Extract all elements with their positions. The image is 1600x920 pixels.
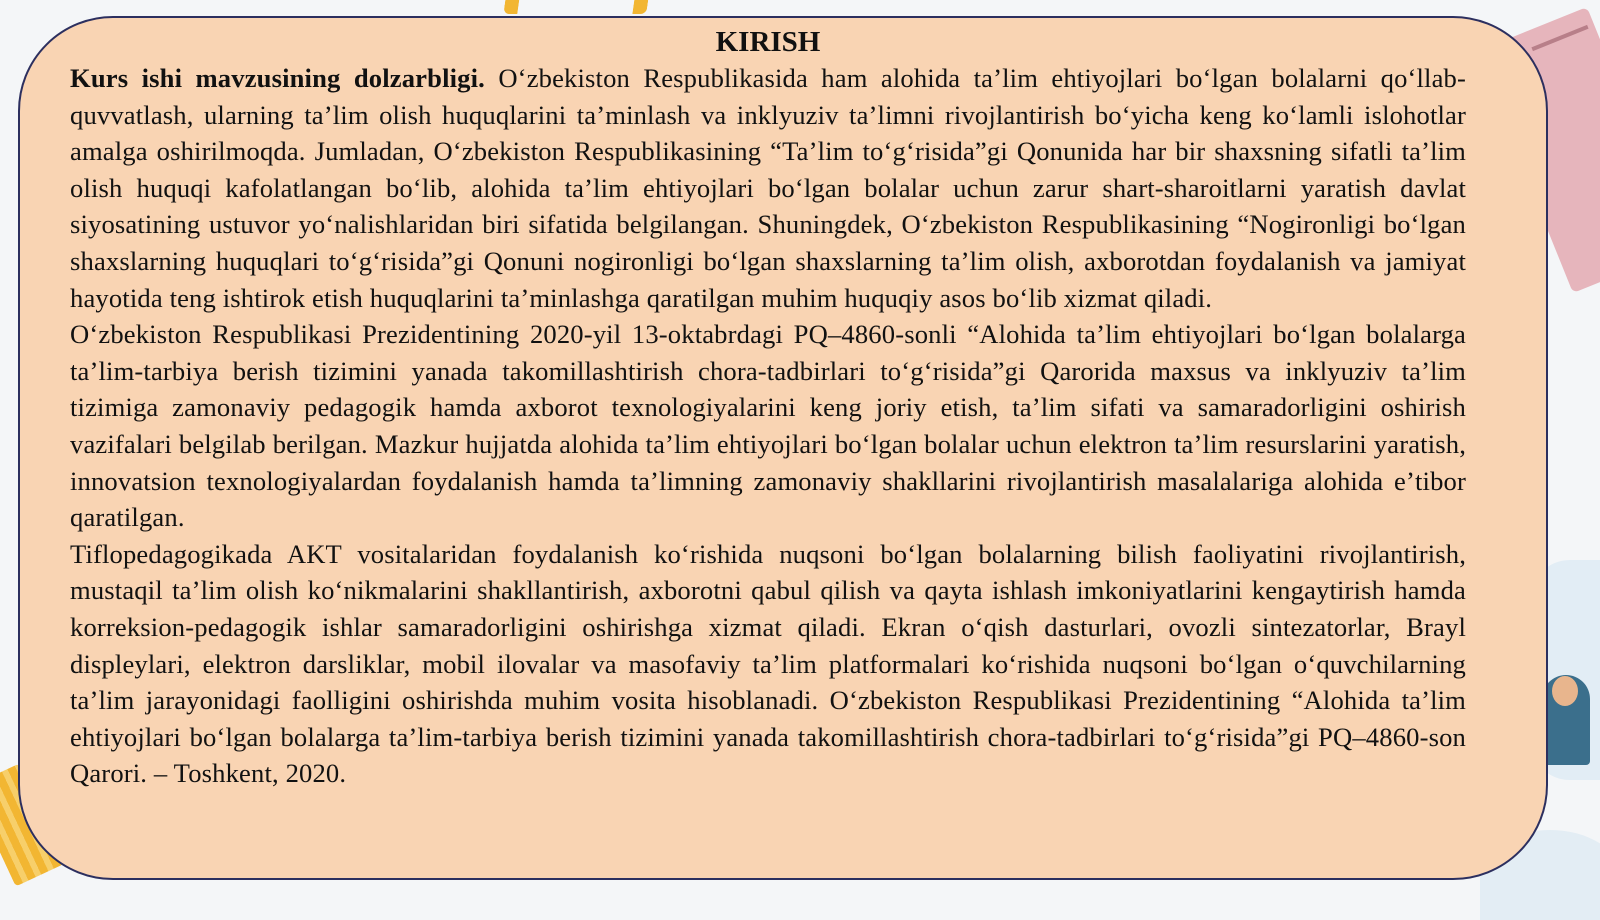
- text-card: [18, 16, 1548, 880]
- paragraph-1-text: Oʻzbekiston Respublikasida ham alohida taʼlim ehtiyojlari boʻlgan bolalarni qoʻllab-quvvatlash, ularning taʼlim olish huquqlarini taʼminlash va inklyuziv taʼlimni rivojlantirish boʻyicha keng koʻlamli islohotlar amalga oshirilmoqda. Jumladan, Oʻzbekiston Respublikasining “Taʼlim toʻgʻrisida”gi Qonunida har bir shaxsning sifatli taʼlim olish huquqi kafolatlangan boʻlib, alohida taʼlim ehtiyojlari boʻlgan bolalar uchun zarur shart-sharoitlarni yaratish davlat siyosatining ustuvor yoʻnalishlaridan biri sifatida belgilangan. Shuningdek, Oʻzbekiston Respublikasining “Nogironligi boʻlgan shaxslarning huquqlari toʻgʻrisida”gi Qonuni nogironligi boʻlgan shaxslarning taʼlim olish, axborotdan foydalanish va jamiyat hayotida teng ishtirok etish huquqlarini taʼminlashga qaratilgan muhim huquqiy asos boʻlib xizmat qiladi.: [70, 63, 1467, 313]
- paragraph-2: Oʻzbekiston Respublikasi Prezidentining 2020-yil 13-oktabrdagi PQ–4860-sonli “Alohida taʼlim ehtiyojlari boʻlgan bolalarga taʼlim-tarbiya berish tizimini yanada takomillashtirish chora-tadbirlari toʻgʻrisida”gi Qarorida maxsus va inklyuziv taʼlim tizimiga zamonaviy pedagogik hamda axborot texnologiyalarini keng joriy etish, taʼlim sifati va samaradorligini oshirish vazifalari belgilab berilgan. Mazkur hujjatda alohida taʼlim ehtiyojlari boʻlgan bolalar uchun elektron taʼlim resurslarini yaratish, innovatsion texnologiyalardan foydalanish hamda taʼlimning zamonaviy shakllarini rivojlantirish masalalariga alohida eʼtibor qaratilgan.: [70, 319, 1466, 533]
- paragraph-3: Tiflopedagogikada AKT vositalaridan foydalanish koʻrishida nuqsoni boʻlgan bolalarning bilish faoliyatini rivojlantirish, mustaqil taʼlim olish koʻnikmalarini shakllantirish, axborotni qabul qilish va qayta ishlash imkoniyatlarini kengaytirish hamda korreksion-pedagogik ishlar samaradorligini oshirishga xizmat qiladi. Ekran oʻqish dasturlari, ovozli sintezatorlar, Brayl displeylari, elektron darsliklar, mobil ilovalar va masofaviy taʼlim platformalari koʻrishida nuqsoni boʻlgan oʻquvchilarning taʼlim jarayonidagi faolligini oshirishda muhim vosita hisoblanadi. Oʻzbekiston Respublikasi Prezidentining “Alohida taʼlim ehtiyojlari boʻlgan bolalarga taʼlim-tarbiya berish tizimini yanada takomillashtirish chora-tadbirlari toʻgʻrisida”gi PQ–4860-son Qarori. – Toshkent, 2020.: [70, 538, 1466, 789]
- decorative-yellow-shape: [503, 0, 649, 14]
- decorative-person-head: [1552, 676, 1578, 706]
- page-title: KIRISH: [715, 26, 821, 58]
- paragraph-lead: Kurs ishi mavzusining dolzarbligi.: [70, 63, 485, 93]
- paragraph-1: [70, 60, 1466, 316]
